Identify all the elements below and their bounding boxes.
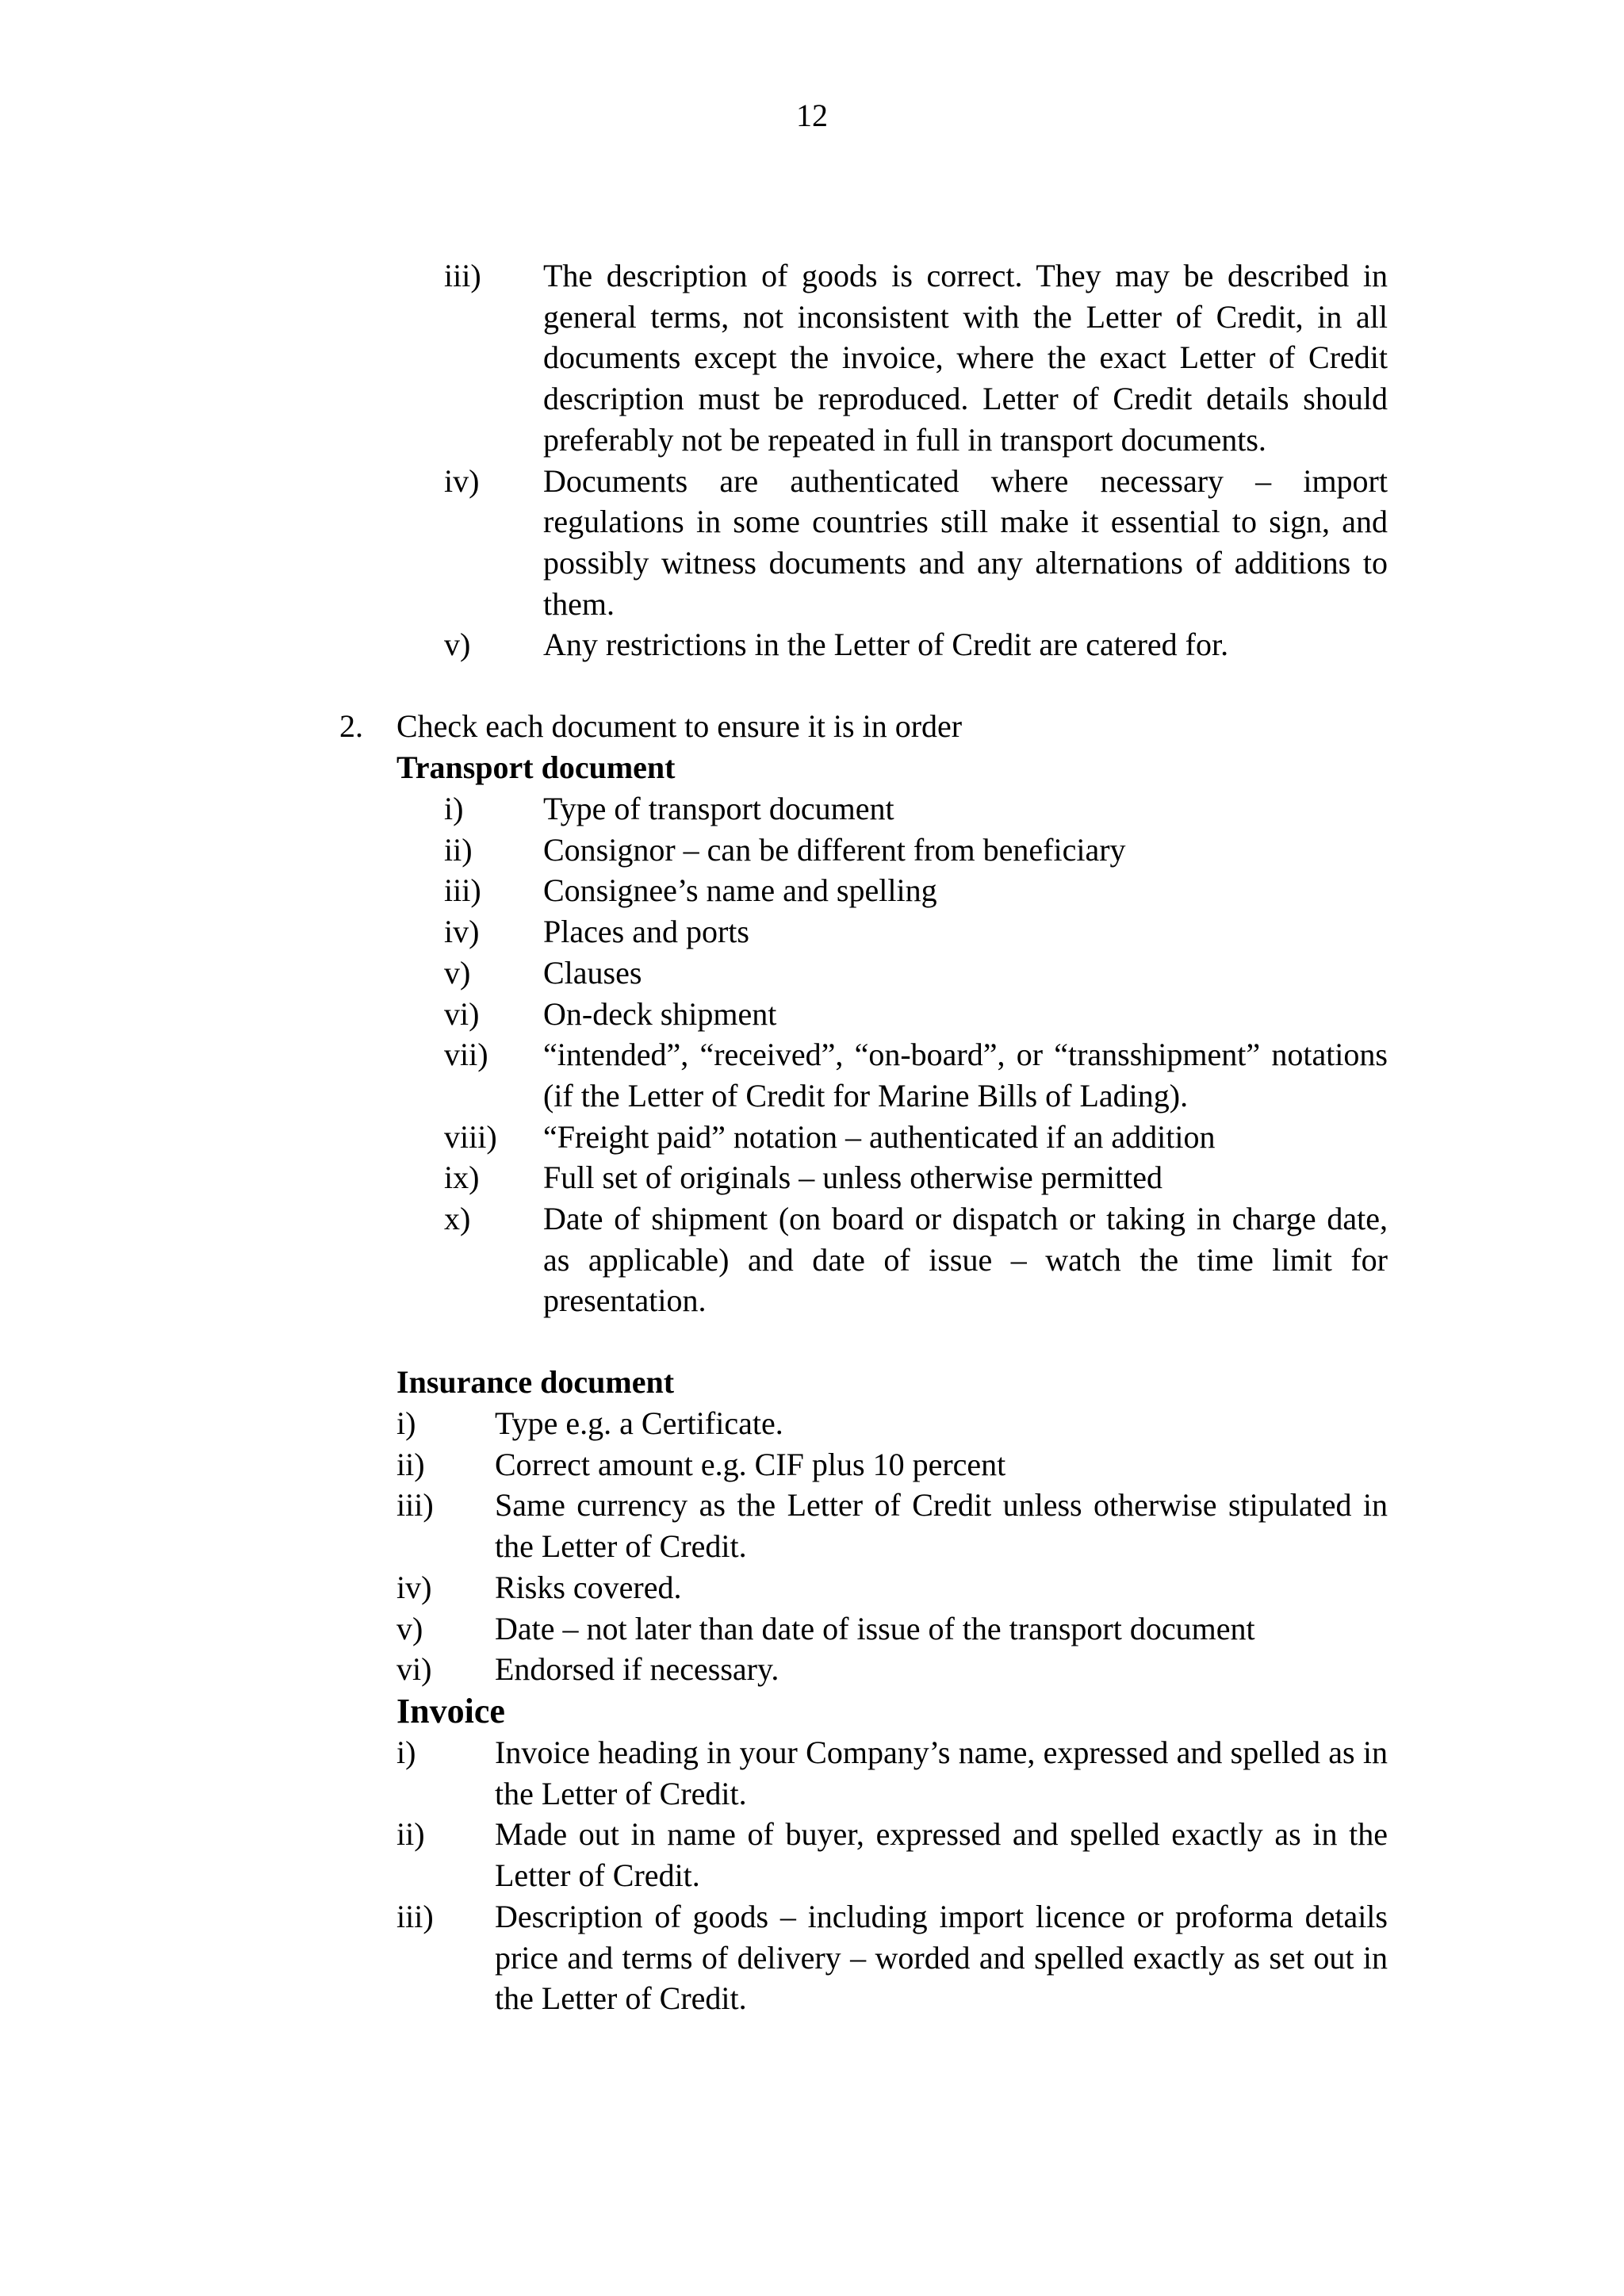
list-item (444, 1198, 1388, 1321)
list-item-number: iii) (444, 258, 481, 293)
list-item-text: Documents are authenticated where necessary – import regulations in some countries still make it essential to sign, and possibly witness documents and any alternations of additions to them. (543, 462, 1388, 622)
list-item (339, 706, 1394, 747)
step-number: 2. (339, 708, 363, 744)
list-item-text: Date – not later than date of issue of the transport document (495, 1610, 1255, 1646)
list-item (444, 1157, 1388, 1198)
list-item (396, 1403, 1388, 1444)
list-item-text: Description of goods – including import licence or proforma details price and terms of delivery – worded and spelled exactly as set out in the Letter of Credit. (495, 1898, 1388, 2017)
list-item-text: Invoice heading in your Company’s name, expressed and spelled as in the Letter of Credit. (495, 1734, 1388, 1811)
list-item-text: Consignee’s name and spelling (543, 872, 937, 909)
list-item-number: ii) (396, 1816, 425, 1853)
list-item (444, 953, 1388, 994)
list-item-number: iv) (444, 462, 480, 499)
list-item-text: “Freight paid” notation – authenticated if an addition (543, 1118, 1216, 1155)
list-item-text: Type of transport document (543, 791, 894, 826)
list-item-number: ix) (444, 1159, 480, 1196)
list-item (444, 994, 1388, 1035)
list-item-number: v) (444, 954, 471, 991)
list-item-number: i) (396, 1405, 416, 1441)
list-item-text: “intended”, “received”, “on-board”, or “transshipment” notations (if the Letter of Credit for Marine Bills of Lading). (543, 1037, 1388, 1114)
list-item (444, 911, 1388, 953)
list-item-text: Made out in name of buyer, expressed and spelled exactly as in the Letter of Credit. (495, 1816, 1388, 1894)
list-item (396, 1485, 1388, 1566)
list-item (444, 255, 1388, 461)
top-sub-list (444, 255, 1388, 665)
list-item-text: Date of shipment (on board or dispatch or taking in charge date, as applicable) and date of issue – watch the time limit for presentation. (543, 1201, 1388, 1319)
list-item (396, 1608, 1388, 1650)
list-item-text: Consignor – can be different from beneficiary (543, 831, 1126, 868)
list-item (396, 1649, 1388, 1690)
list-item-text: Type e.g. a Certificate. (495, 1405, 783, 1441)
list-item-text: On-deck shipment (543, 995, 777, 1032)
list-item-number: ii) (396, 1446, 425, 1482)
transport-document-heading: Transport document (396, 749, 676, 785)
list-item (444, 830, 1388, 871)
list-item-text: Any restrictions in the Letter of Credit are catered for. (543, 627, 1229, 663)
list-item-number: viii) (444, 1118, 497, 1155)
list-item-text: Same currency as the Letter of Credit unless otherwise stipulated in the Letter of Credit. (495, 1487, 1388, 1565)
transport-document-list (444, 788, 1388, 1321)
list-item-number: vii) (444, 1037, 488, 1073)
list-item-number: v) (444, 627, 471, 663)
list-item (444, 461, 1388, 625)
list-item-number: i) (444, 791, 464, 826)
list-item (396, 1567, 1388, 1608)
list-item (444, 1034, 1388, 1116)
step-2 (339, 706, 1394, 747)
list-item (444, 870, 1388, 911)
list-item-text: Full set of originals – unless otherwise permitted (543, 1159, 1162, 1196)
invoice-heading: Invoice (396, 1692, 505, 1731)
list-item-number: vi) (444, 995, 480, 1032)
list-item-text: Correct amount e.g. CIF plus 10 percent (495, 1446, 1006, 1482)
list-item (396, 1444, 1388, 1485)
list-item (444, 1117, 1388, 1158)
list-item-number: iii) (396, 1898, 434, 1934)
page-number: 12 (796, 98, 828, 133)
list-item (396, 1814, 1388, 1895)
list-item (396, 1896, 1388, 2019)
list-item (444, 624, 1388, 665)
list-item-text: Risks covered. (495, 1569, 682, 1605)
list-item (444, 788, 1388, 830)
insurance-document-list (396, 1403, 1388, 1690)
list-item-text: The description of goods is correct. They may be described in general terms, not inconsistent with the Letter of Credit, in all documents except the invoice, where the exact Letter of Credit description must be reproduced. Letter of Credit details should preferably not be repeated in full in transport documents. (543, 258, 1388, 458)
list-item (396, 1732, 1388, 1814)
list-item-number: iii) (444, 872, 481, 909)
list-item-text: Places and ports (543, 914, 749, 950)
list-item-number: x) (444, 1201, 471, 1237)
invoice-list (396, 1732, 1388, 2019)
list-item-number: v) (396, 1610, 423, 1646)
list-item-number: i) (396, 1734, 416, 1770)
step-text: Check each document to ensure it is in order (396, 708, 963, 744)
list-item-number: iii) (396, 1487, 434, 1524)
list-item-number: ii) (444, 831, 473, 868)
insurance-document-heading: Insurance document (396, 1364, 675, 1400)
list-item-number: iv) (444, 914, 480, 950)
list-item-text: Clauses (543, 954, 642, 991)
list-item-number: iv) (396, 1569, 432, 1605)
list-item-text: Endorsed if necessary. (495, 1651, 779, 1688)
list-item-number: vi) (396, 1651, 432, 1688)
